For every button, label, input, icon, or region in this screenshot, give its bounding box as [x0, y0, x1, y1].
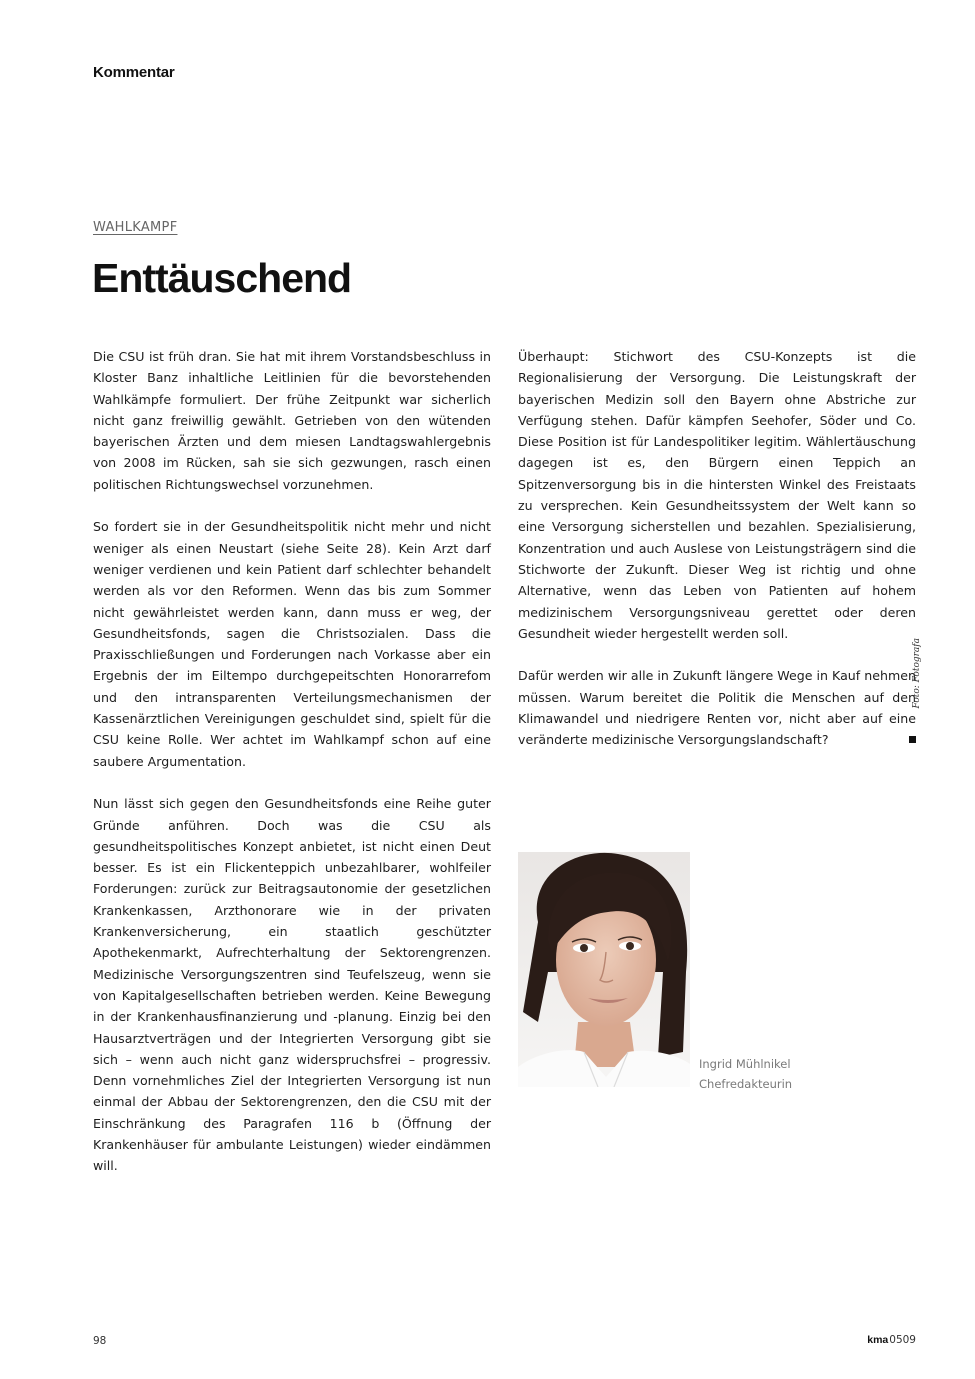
article-kicker: WAHLKAMPF — [93, 220, 178, 235]
article-column-left — [93, 346, 491, 1198]
page-number: 98 — [93, 1335, 107, 1347]
issue-number: 0509 — [889, 1334, 916, 1346]
article-title: Enttäuschend — [92, 255, 352, 301]
paragraph-last — [518, 665, 916, 750]
author-name: Ingrid Mühlnikel — [699, 1057, 791, 1071]
author-portrait-image — [518, 852, 690, 1087]
photo-credit: Foto: Fotografa — [912, 638, 922, 709]
paragraph-text: Dafür werden wir alle in Zukunft längere Wege in Kauf nehmen müssen. Warum bereitet die Politik die Menschen auf den Klimawandel und niedrigere Renten vor, nicht aber auf eine veränderte medizinische Versorgungslandschaft? — [518, 668, 916, 748]
brand-name: kma — [867, 1334, 889, 1346]
end-of-article-mark — [909, 736, 916, 743]
author-role: Chefredakteurin — [699, 1077, 793, 1091]
paragraph: Die CSU ist früh dran. Sie hat mit ihrem Vorstandsbeschluss in Kloster Banz inhaltliche Leitlinien für die bevorstehenden Wahlkämpfe formuliert. Der frühe Zeitpunkt war sicherlich nicht ganz freiwillig gewählt. Getrieben von den wütenden bayerischen Ärzten und dem miesen Landtagswahlergebnis von 2008 im Rücken, sah sie sich gezwungen, rasch einen politischen Richtungswechsel vorzunehmen. — [93, 349, 491, 492]
author-portrait — [518, 852, 690, 1087]
paragraph: So fordert sie in der Gesundheitspolitik nicht mehr und nicht weniger als einen Neustart (siehe Seite 28). Kein Arzt darf weniger verdienen und kein Patient darf schlechter behandelt werden als vor den Reformen. Wenn das bis zum Sommer nicht gewährleistet werden kann, dann muss er weg, der Gesundheitsfonds, sagen die Christsozialen. Dass die Praxisschließungen und Forderungen nach Vorkasse aber ein Ergebnis der im Eiltempo durchgepeitschten Honorarrefom und den intransparenten Verteilungsmechanismen der Kassenärztlichen Vereinigungen geschuldet sind, spielt für die CSU keine Rolle. Wer achtet im Wahlkampf schon auf eine saubere Argumentation. — [93, 519, 491, 769]
section-label: Kommentar — [93, 64, 175, 81]
paragraph: Überhaupt: Stichwort des CSU-Konzepts ist die Regionalisierung der Versorgung. Die Leistungskraft der bayerischen Medizin soll den Bayern ohne Abstriche zur Verfügung stehen. Dafür kämpfen Seehofer, Söder und Co. Diese Position ist für Landespolitiker legitim. Wählertäuschung dagegen ist es, den Bürgern einen Teppich an Spitzenversorgung bis in die hintersten Winkel des Freistaats zu versprechen. Kein Gesundheitssystem der Welt kann so eine Versorgung sicherstellen und bezahlen. Spezialisierung, Konzentration und auch Auslese von Leistungsträgern sind die Stichworte der Zukunft. Dieser Weg ist richtig und ohne Alternative, wenn das Leben von Patienten auf hohem medizinischem Versorgungsniveau gerettet oder deren Gesundheit wieder hergestellt werden soll. — [518, 349, 916, 641]
author-credit — [699, 1054, 792, 1094]
paragraph: Nun lässt sich gegen den Gesundheitsfonds eine Reihe guter Gründe anführen. Doch was die CSU als gesundheitspolitisches Konzept anbietet, ist nicht einen Deut besser. Es ist ein Flickenteppich unbezahlbarer, wohlfeiler Forderungen: zurück zur Beitragsautonomie der gesetzlichen Krankenkassen, Arzthonorare wie in der privaten Krankenversicherung, ein staatlich geschützter Apothekenmarkt, Aufrechterhaltung der Sektorengrenzen. Medizinische Versorgungszentren sind Teufelszeug, wenn sie von Kapitalgesellschaften betrieben werden. Keine Bewegung in der Krankenhausfinanzierung und -planung. Einzig bei den Hausarztverträgen und der Integrierten Versorgung gibt sie sich – wenn auch nicht ganz widerspruchsfrei – progressiv. Denn vornehmliches Ziel der Integrierten Versorgung ist nun einmal der Abbau der Sektorengrenzen, den die CSU mit der Einschränkung des Paragrafen 116 b (Öffnung der Krankenhäuser für ambulante Leistungen) wieder eindämmen will. — [93, 796, 491, 1174]
footer-brand — [867, 1334, 916, 1346]
article-column-right — [518, 346, 916, 772]
